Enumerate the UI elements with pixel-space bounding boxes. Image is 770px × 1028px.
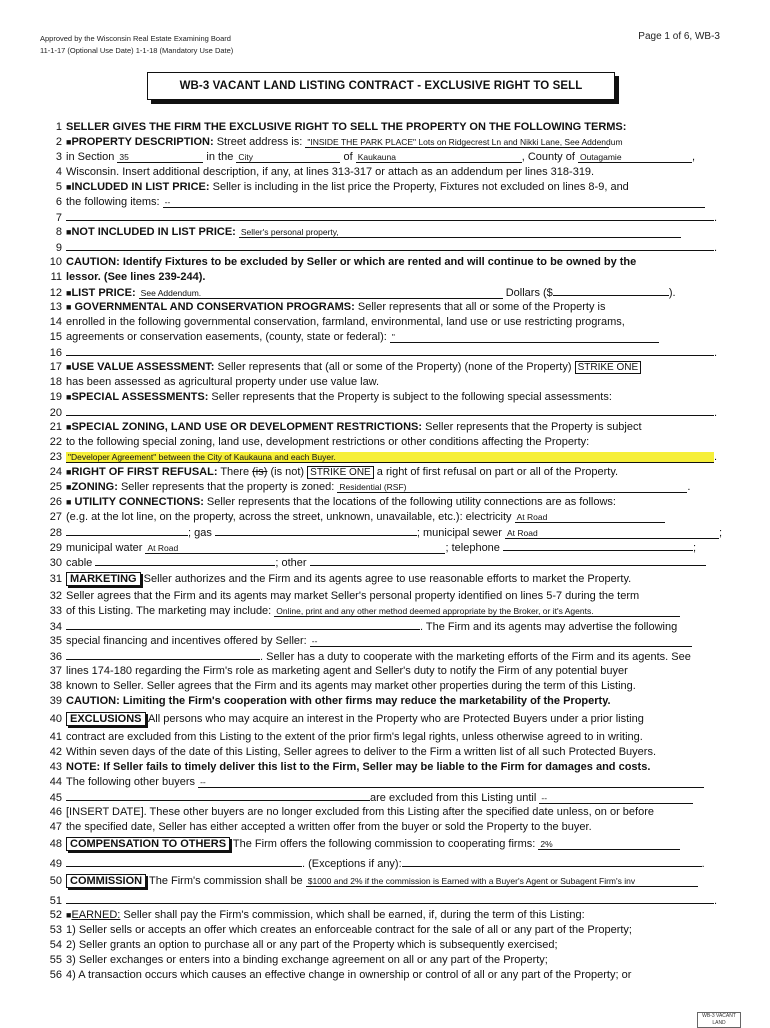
line-21: 21 ■SPECIAL ZONING, LAND USE OR DEVELOPMENT RESTRICTIONS: Seller represents that the Property is subject: [49, 421, 642, 433]
programs-field-2[interactable]: [66, 345, 714, 356]
line-30: 30 cable ; other: [40, 555, 726, 570]
line-54: 54 2) Seller grants an option to purchase all or any part of the Property which is subsequently exercised;: [49, 939, 558, 951]
line-27: 27 (e.g. at the lot line, on the property, across the street, unknown, unavailable, etc.): electricity At Road: [40, 510, 726, 525]
line-16: 16 .: [49, 347, 718, 359]
commission-label: COMMISSION: [66, 874, 146, 888]
line-34: 34 . The Firm and its agents may advertise the following: [49, 621, 678, 633]
line-44: 44 The following other buyers --: [40, 775, 726, 790]
line-9: 9 .: [55, 242, 718, 254]
exceptions-field[interactable]: [402, 856, 702, 867]
electricity-field-2[interactable]: [66, 525, 188, 536]
line-33: 33 of this Listing. The marketing may include: Online, print and any other method deemed appropriate by the Broker, or it's Agents.: [40, 604, 726, 619]
line-31: 31 MARKETING Seller authorizes and the Firm and its agents agree to use reasonable efforts to market the Property.: [49, 573, 632, 585]
line-10: 10 CAUTION: Identify Fixtures to be excluded by Seller or which are rented and will continue to be owned by the: [49, 256, 637, 268]
special-assessments-field[interactable]: [66, 405, 714, 416]
page-number: Page 1 of 6, WB-3: [638, 31, 720, 42]
not-included-field[interactable]: Seller's personal property,: [239, 227, 681, 238]
other-buyers-field-2[interactable]: [66, 790, 370, 801]
line-28: 28 ; gas ; municipal sewer At Road ;: [49, 527, 723, 539]
strike-one-use-value[interactable]: STRIKE ONE: [575, 361, 642, 374]
special-financing-field[interactable]: --: [310, 636, 692, 647]
exclusion-date-field[interactable]: --: [539, 793, 693, 804]
water-field[interactable]: At Road: [145, 543, 445, 554]
list-price-amount-field[interactable]: [553, 285, 669, 296]
cooperating-commission-field-2[interactable]: [66, 856, 302, 867]
line-56: 56 4) A transaction occurs which causes an effective change in ownership or control of all or any part of the Property; or: [49, 969, 632, 981]
line-39: 39 CAUTION: Limiting the Firm's cooperation with other firms may reduce the marketability of the Property.: [49, 695, 611, 707]
marketing-methods-field[interactable]: Online, print and any other method deemed appropriate by the Broker, or it's Agents.: [274, 606, 680, 617]
line-4: 4 Wisconsin. Insert additional description, if any, at lines 313-317 or attach as an addendum per lines 318-319.: [55, 166, 595, 178]
approval-line-1: Approved by the Wisconsin Real Estate Examining Board: [40, 34, 231, 43]
list-price-words-field[interactable]: See Addendum.: [139, 288, 503, 299]
line-18: 18 has been assessed as agricultural property under use value law.: [49, 376, 380, 388]
line-2: 2 ■PROPERTY DESCRIPTION: Street address is: "INSIDE THE PARK PLACE" Lots on Ridgecrest Ln and Nikki Lane, See Addendum: [55, 136, 623, 148]
commission-field[interactable]: $1000 and 2% if the commission is Earned with a Buyer's Agent or Subagent Firm's inv: [306, 876, 698, 887]
line-55: 55 3) Seller exchanges or enters into a binding exchange agreement on all or any part of the Property;: [49, 954, 548, 966]
line-32: 32 Seller agrees that the Firm and its agents may market Seller's personal property identified on lines 5-7 during the term: [49, 590, 640, 602]
cable-field[interactable]: [95, 555, 275, 566]
gas-field[interactable]: [215, 525, 417, 536]
form-logo: WB-3 VACANT LAND: [697, 1012, 741, 1028]
not-included-field-2[interactable]: [66, 240, 714, 251]
line-13: 13 ■ GOVERNMENTAL AND CONSERVATION PROGRAMS: Seller represents that all or some of the Property is: [49, 301, 606, 313]
other-buyers-field[interactable]: --: [198, 777, 704, 788]
line-46: 46 [INSERT DATE]. These other buyers are no longer excluded from this Listing after the specified date unless, on or before: [49, 806, 655, 818]
line-20: 20 .: [49, 407, 718, 419]
line-15: 15 agreements or conservation easements, (county, state or federal): ": [40, 330, 726, 345]
approval-line-2: 11-1-17 (Optional Use Date) 1-1-18 (Mandatory Use Date): [40, 46, 234, 55]
included-items-field-2[interactable]: [66, 210, 714, 221]
strike-one-first-refusal[interactable]: STRIKE ONE: [307, 466, 374, 479]
line-24: 24 ■RIGHT OF FIRST REFUSAL: There (is) (is not) STRIKE ONE a right of first refusal on part or all of the Property.: [49, 466, 619, 478]
zoning-field[interactable]: Residential (RSF): [337, 482, 687, 493]
county-field[interactable]: Outagamie: [578, 152, 692, 163]
line-37: 37 lines 174-180 regarding the Firm's role as marketing agent and Seller's duty to notify the Firm of any potential buyer: [49, 665, 628, 677]
included-items-field[interactable]: --: [163, 197, 705, 208]
section-field[interactable]: 35: [117, 152, 203, 163]
line-23: 23 "Developer Agreement" between the City of Kaukauna and each Buyer. .: [49, 451, 718, 463]
cooperating-commission-field[interactable]: 2%: [538, 839, 680, 850]
line-40: 40 EXCLUSIONS All persons who may acquire an interest in the Property who are Protected Buyers under a prior listing: [49, 713, 644, 725]
line-17: 17 ■USE VALUE ASSESSMENT: Seller represents that (all or some of the Property) (none of the Property) STRIKE ONE: [40, 360, 726, 375]
line-47: 47 the specified date, Seller has either accepted a written offer from the buyer or sold the Property to the buyer.: [49, 821, 592, 833]
line-49: 49 . (Exceptions if any): .: [49, 858, 705, 870]
line-41: 41 contract are excluded from this Listing to the extent of the prior firm's legal rights, unless otherwise agreed to in writing.: [49, 731, 643, 743]
line-45: 45 are excluded from this Listing until --: [40, 790, 726, 805]
line-38: 38 known to Seller. Seller agrees that the Firm and its agents may market other properties during the term of this Listing.: [49, 680, 636, 692]
line-26: 26 ■ UTILITY CONNECTIONS: Seller represents that the locations of the following utility connections are as follows:: [49, 496, 616, 508]
programs-field[interactable]: ": [390, 332, 659, 343]
line-42: 42 Within seven days of the date of this Listing, Seller agrees to deliver to the Firm a written list of all such Protected Buyers.: [49, 746, 656, 758]
line-19: 19 ■SPECIAL ASSESSMENTS: Seller represents that the Property is subject to the following special assessments:: [49, 391, 612, 403]
line-36: 36 . Seller has a duty to cooperate with the marketing efforts of the Firm and its agents. See: [49, 651, 691, 663]
municipality-type-field[interactable]: City: [236, 152, 340, 163]
line-22: 22 to the following special zoning, land use, development restrictions or other conditions affecting the Property:: [49, 436, 590, 448]
line-11: 11 lessor. (See lines 239-244).: [50, 271, 206, 283]
line-6: 6 the following items: --: [40, 195, 726, 210]
line-51: 51 .: [49, 895, 718, 907]
commission-field-2[interactable]: [66, 893, 714, 904]
marketing-methods-field-2[interactable]: [66, 619, 420, 630]
line-52: 52 ■EARNED: Seller shall pay the Firm's commission, which shall be earned, if, during the term of this Listing:: [49, 909, 585, 921]
municipality-field[interactable]: Kaukauna: [356, 152, 522, 163]
line-43: 43 NOTE: If Seller fails to timely deliver this list to the Firm, Seller may be liable to the Firm for damages and costs.: [49, 761, 651, 773]
line-14: 14 enrolled in the following governmental conservation, farmland, environmental, land use or use restricting programs,: [49, 316, 625, 328]
line-25: 25 ■ZONING: Seller represents that the property is zoned: Residential (RSF) .: [49, 481, 691, 493]
line-3: 3 in Section 35 in the City of Kaukauna , County of Outagamie ,: [55, 151, 696, 163]
line-35: 35 special financing and incentives offered by Seller: --: [40, 634, 726, 649]
line-7: 7 .: [55, 212, 718, 224]
street-address-field[interactable]: "INSIDE THE PARK PLACE" Lots on Ridgecrest Ln and Nikki Lane, See Addendum: [307, 137, 623, 147]
compensation-label: COMPENSATION TO OTHERS: [66, 837, 230, 851]
sewer-field[interactable]: At Road: [505, 528, 719, 539]
document-title: WB-3 VACANT LAND LISTING CONTRACT - EXCLUSIVE RIGHT TO SELL: [147, 72, 615, 100]
header-approval: [40, 33, 233, 57]
electricity-field[interactable]: At Road: [515, 512, 665, 523]
exclusions-label: EXCLUSIONS: [66, 712, 146, 726]
line-1: 1 SELLER GIVES THE FIRM THE EXCLUSIVE RIGHT TO SELL THE PROPERTY ON THE FOLLOWING TERMS:: [55, 121, 627, 133]
line-5: 5 ■INCLUDED IN LIST PRICE: Seller is including in the list price the Property, Fixtures not excluded on lines 8-9, and: [55, 181, 629, 193]
other-utility-field[interactable]: [310, 555, 706, 566]
line-48: 48 COMPENSATION TO OTHERS The Firm offers the following commission to cooperating firms: 2%: [40, 837, 726, 852]
telephone-field[interactable]: [503, 540, 693, 551]
marketing-label: MARKETING: [66, 572, 141, 586]
special-zoning-field[interactable]: "Developer Agreement" between the City of Kaukauna and each Buyer.: [66, 452, 714, 463]
special-financing-field-2[interactable]: [66, 649, 260, 660]
line-50: 50 COMMISSION The Firm's commission shall be $1000 and 2% if the commission is Earned with a Buyer's Agent or Subagent Firm's inv: [40, 874, 726, 889]
line-8: 8 ■NOT INCLUDED IN LIST PRICE: Seller's personal property,: [40, 225, 726, 240]
line-12: 12 ■LIST PRICE: See Addendum. Dollars ($ ).: [49, 287, 676, 299]
line-53: 53 1) Seller sells or accepts an offer which creates an enforceable contract for the sale of all or any part of the Property;: [49, 924, 632, 936]
line-29: 29 municipal water At Road ; telephone ;: [49, 542, 697, 554]
